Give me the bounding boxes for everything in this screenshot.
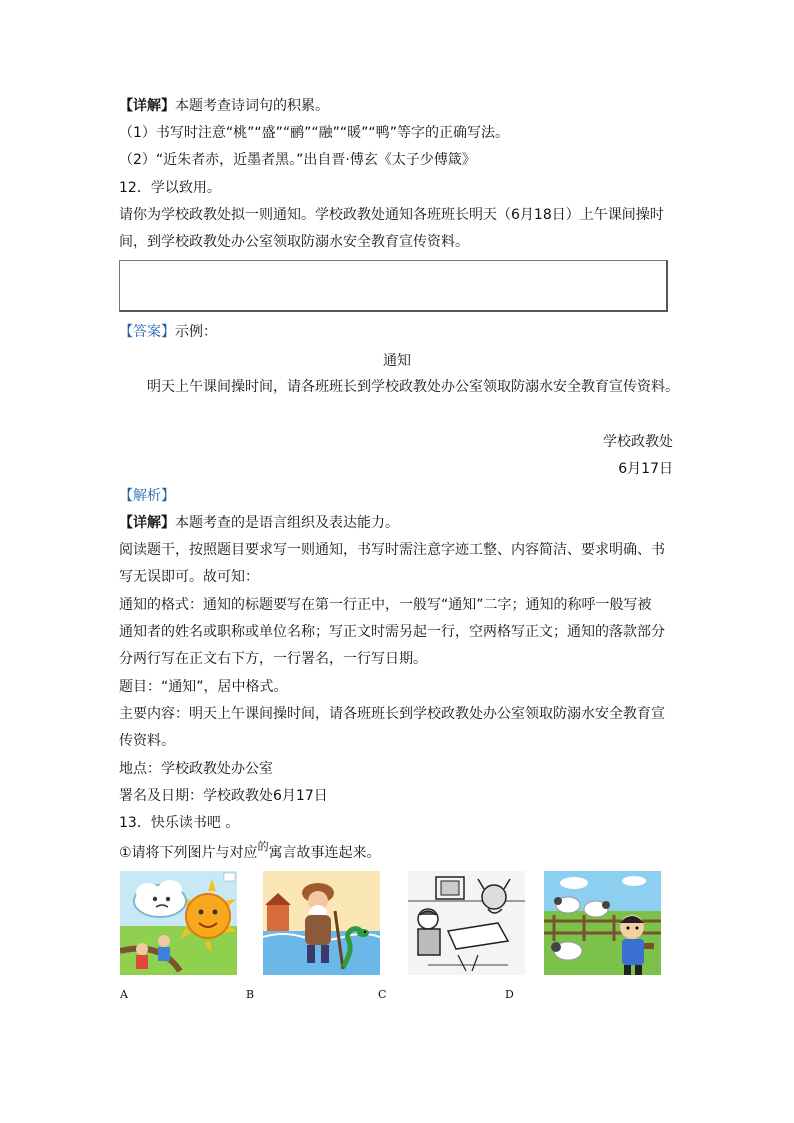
label-b: B xyxy=(246,988,255,1001)
question-13-sub xyxy=(119,840,381,864)
detail-item-2: （2）“近朱者赤，近墨者黑。”出自晋·傅玄《太子少傅箴》 xyxy=(119,152,476,168)
detail-text-2: 本题考查的是语言组织及表达能力。 xyxy=(175,515,399,531)
notice-title: 通知 xyxy=(383,353,411,369)
analysis-title-line: 题目：“通知”，居中格式。 xyxy=(119,679,288,695)
analysis-content-line-1: 主要内容：明天上午课间操时间，请各班班长到学校政教处办公室领取防溺水安全教育宣 xyxy=(119,706,665,722)
question-12-title: 12．学以致用。 xyxy=(119,180,221,196)
detail-text: 本题考查诗词句的积累。 xyxy=(175,98,329,114)
notice-signer: 学校政教处 xyxy=(603,434,673,450)
boy-sheep-illustration xyxy=(544,871,661,975)
cloud-sun-illustration xyxy=(120,871,237,975)
analysis-para-1-line-1: 阅读题干，按照题目要求写一则通知，书写时需注意字迹工整、内容简洁、要求明确、书 xyxy=(119,542,665,558)
picture-d[interactable] xyxy=(544,871,661,975)
analysis-para-2-line-3: 分两行写在正文右下方，一行署名，一行写日期。 xyxy=(119,651,427,667)
farmer-snake-illustration xyxy=(263,871,380,975)
answer-line xyxy=(119,322,217,342)
analysis-para-2-line-1: 通知的格式：通知的标题要写在第一行正中，一般写“通知”二字；通知的称呼一般写被 xyxy=(119,597,652,613)
detail-item-1: （1）书写时注意“桃”“盛”“鹂”“融”“暖”“鸭”等字的正确写法。 xyxy=(119,125,509,141)
analysis-sign-line: 署名及日期：学校政教处6月17日 xyxy=(119,788,328,804)
notice-body: 明天上午课间操时间，请各班班长到学校政教处办公室领取防溺水安全教育宣传资料。 xyxy=(147,379,679,395)
question-12-prompt-2: 间，到学校政教处办公室领取防溺水安全教育宣传资料。 xyxy=(119,234,469,250)
analysis-content-line-2: 传资料。 xyxy=(119,733,175,749)
detail-line-2 xyxy=(119,513,399,533)
sub-prefix: ①请将下列图片与对应 xyxy=(119,845,258,861)
sub-sup: 的 xyxy=(257,840,269,853)
analysis-place-line: 地点：学校政教处办公室 xyxy=(119,761,273,777)
answer-text: 示例： xyxy=(175,324,217,340)
notice-date: 6月17日 xyxy=(618,461,673,477)
picture-b[interactable] xyxy=(263,871,380,975)
question-12-prompt-1: 请你为学校政教处拟一则通知。学校政教处通知各班班长明天（6月18日）上午课间操时 xyxy=(119,207,664,223)
answer-box[interactable] xyxy=(119,260,668,312)
detail-tag-2: 【详解】 xyxy=(119,515,175,531)
label-a: A xyxy=(120,988,128,1001)
label-c: C xyxy=(378,988,387,1001)
analysis-tag: 【解析】 xyxy=(119,488,175,504)
detail-line xyxy=(119,96,329,116)
detail-tag: 【详解】 xyxy=(119,98,175,114)
picture-c[interactable] xyxy=(408,871,525,975)
answer-tag: 【答案】 xyxy=(119,324,175,340)
analysis-para-2-line-2: 通知者的姓名或职称或单位名称；写正文时需另起一行，空两格写正文；通知的落款部分 xyxy=(119,624,665,640)
label-d: D xyxy=(505,988,514,1001)
picture-a[interactable] xyxy=(120,871,237,975)
question-13-title: 13．快乐读书吧 。 xyxy=(119,815,240,831)
sub-suffix: 寓言故事连起来。 xyxy=(268,845,381,861)
analysis-para-1-line-2: 写无误即可。故可知： xyxy=(119,569,259,585)
line-drawing-illustration xyxy=(408,871,525,975)
